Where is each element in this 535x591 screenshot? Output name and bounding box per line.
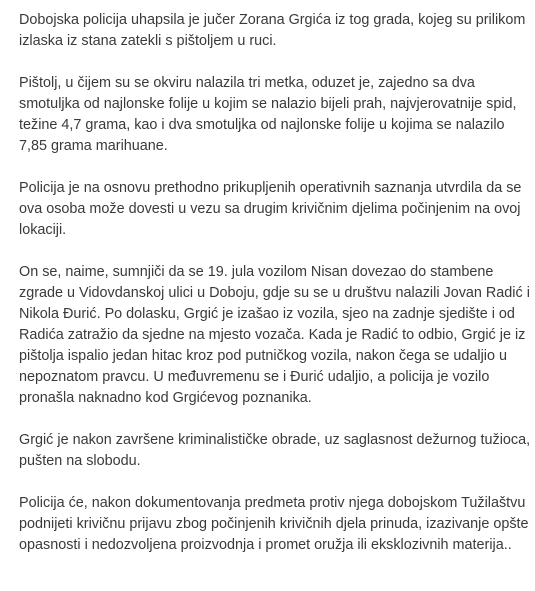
text-line: On se, naime, sumnjiči da se 19. jula vozilom Nisan dovezao do stambene xyxy=(19,264,494,280)
article-paragraph xyxy=(19,73,521,157)
text-line: Policija je na osnovu prethodno prikupljenih operativnih saznanja utvrdila da se xyxy=(19,180,522,196)
text-line: Dobojska policija uhapsila je jučer Zorana Grgića iz tog grada, kojeg su prilikom xyxy=(19,12,526,28)
article-paragraph xyxy=(19,262,530,409)
text-line: podnijeti krivičnu prijavu zbog počinjenih krivičnih djela prinuda, izazivanje opšte xyxy=(19,516,529,532)
text-line: težine 4,7 grama, kao i dva smotuljka od najlonske folije u kojima se nalazilo xyxy=(19,117,505,133)
text-line: pušten na slobodu. xyxy=(19,453,141,469)
article-paragraph xyxy=(19,493,529,556)
text-line: lokaciji. xyxy=(19,222,67,238)
article-paragraph xyxy=(19,178,521,241)
text-line: pištolja ispalio jedan hitac kroz pod putničkog vozila, nakon čega se udaljio u xyxy=(19,348,507,364)
article-paragraph xyxy=(19,10,526,52)
text-line: zgrade u Vidovdanskoj ulici u Doboju, gdje su se u društvu nalazili Jovan Radić i xyxy=(19,285,530,301)
text-line: Radića zatražio da sjedne na mjesto vozača. Kada je Radić to odbio, Grgić je iz xyxy=(19,327,526,343)
text-line: Policija će, nakon dokumentovanja predmeta protiv njega dobojskom Tužilaštvu xyxy=(19,495,526,511)
text-line: smotuljka od najlonske folije u kojim se nalazio bijeli prah, najvjerovatnije spid, xyxy=(19,96,517,112)
text-line: opasnosti i nedozvoljena proizvodnja i promet oružja ili eksklozivnih materija.. xyxy=(19,537,512,553)
text-line: Pištolj, u čijem su se okviru nalazila tri metka, oduzet je, zajedno sa dva xyxy=(19,75,475,91)
text-line: ova osoba može dovesti u vezu sa drugim krivičnim djelima počinjenim na ovoj xyxy=(19,201,521,217)
text-line: Grgić je nakon završene kriminalističke obrade, uz saglasnost dežurnog tužioca, xyxy=(19,432,531,448)
text-line: nepoznatom pravcu. U međuvremenu se i Đurić udaljio, a policija je vozilo xyxy=(19,369,490,385)
text-line: Nikola Đurić. Po dolasku, Grgić je izašao iz vozila, sjeo na zadnje sjedište i od xyxy=(19,306,515,322)
text-line: 7,85 grama marihuane. xyxy=(19,138,168,154)
text-line: izlaska iz stana zatekli s pištoljem u ruci. xyxy=(19,33,277,49)
text-line: pronašla naknadno kod Grgićevog poznanika. xyxy=(19,390,312,406)
article-paragraph xyxy=(19,430,531,472)
